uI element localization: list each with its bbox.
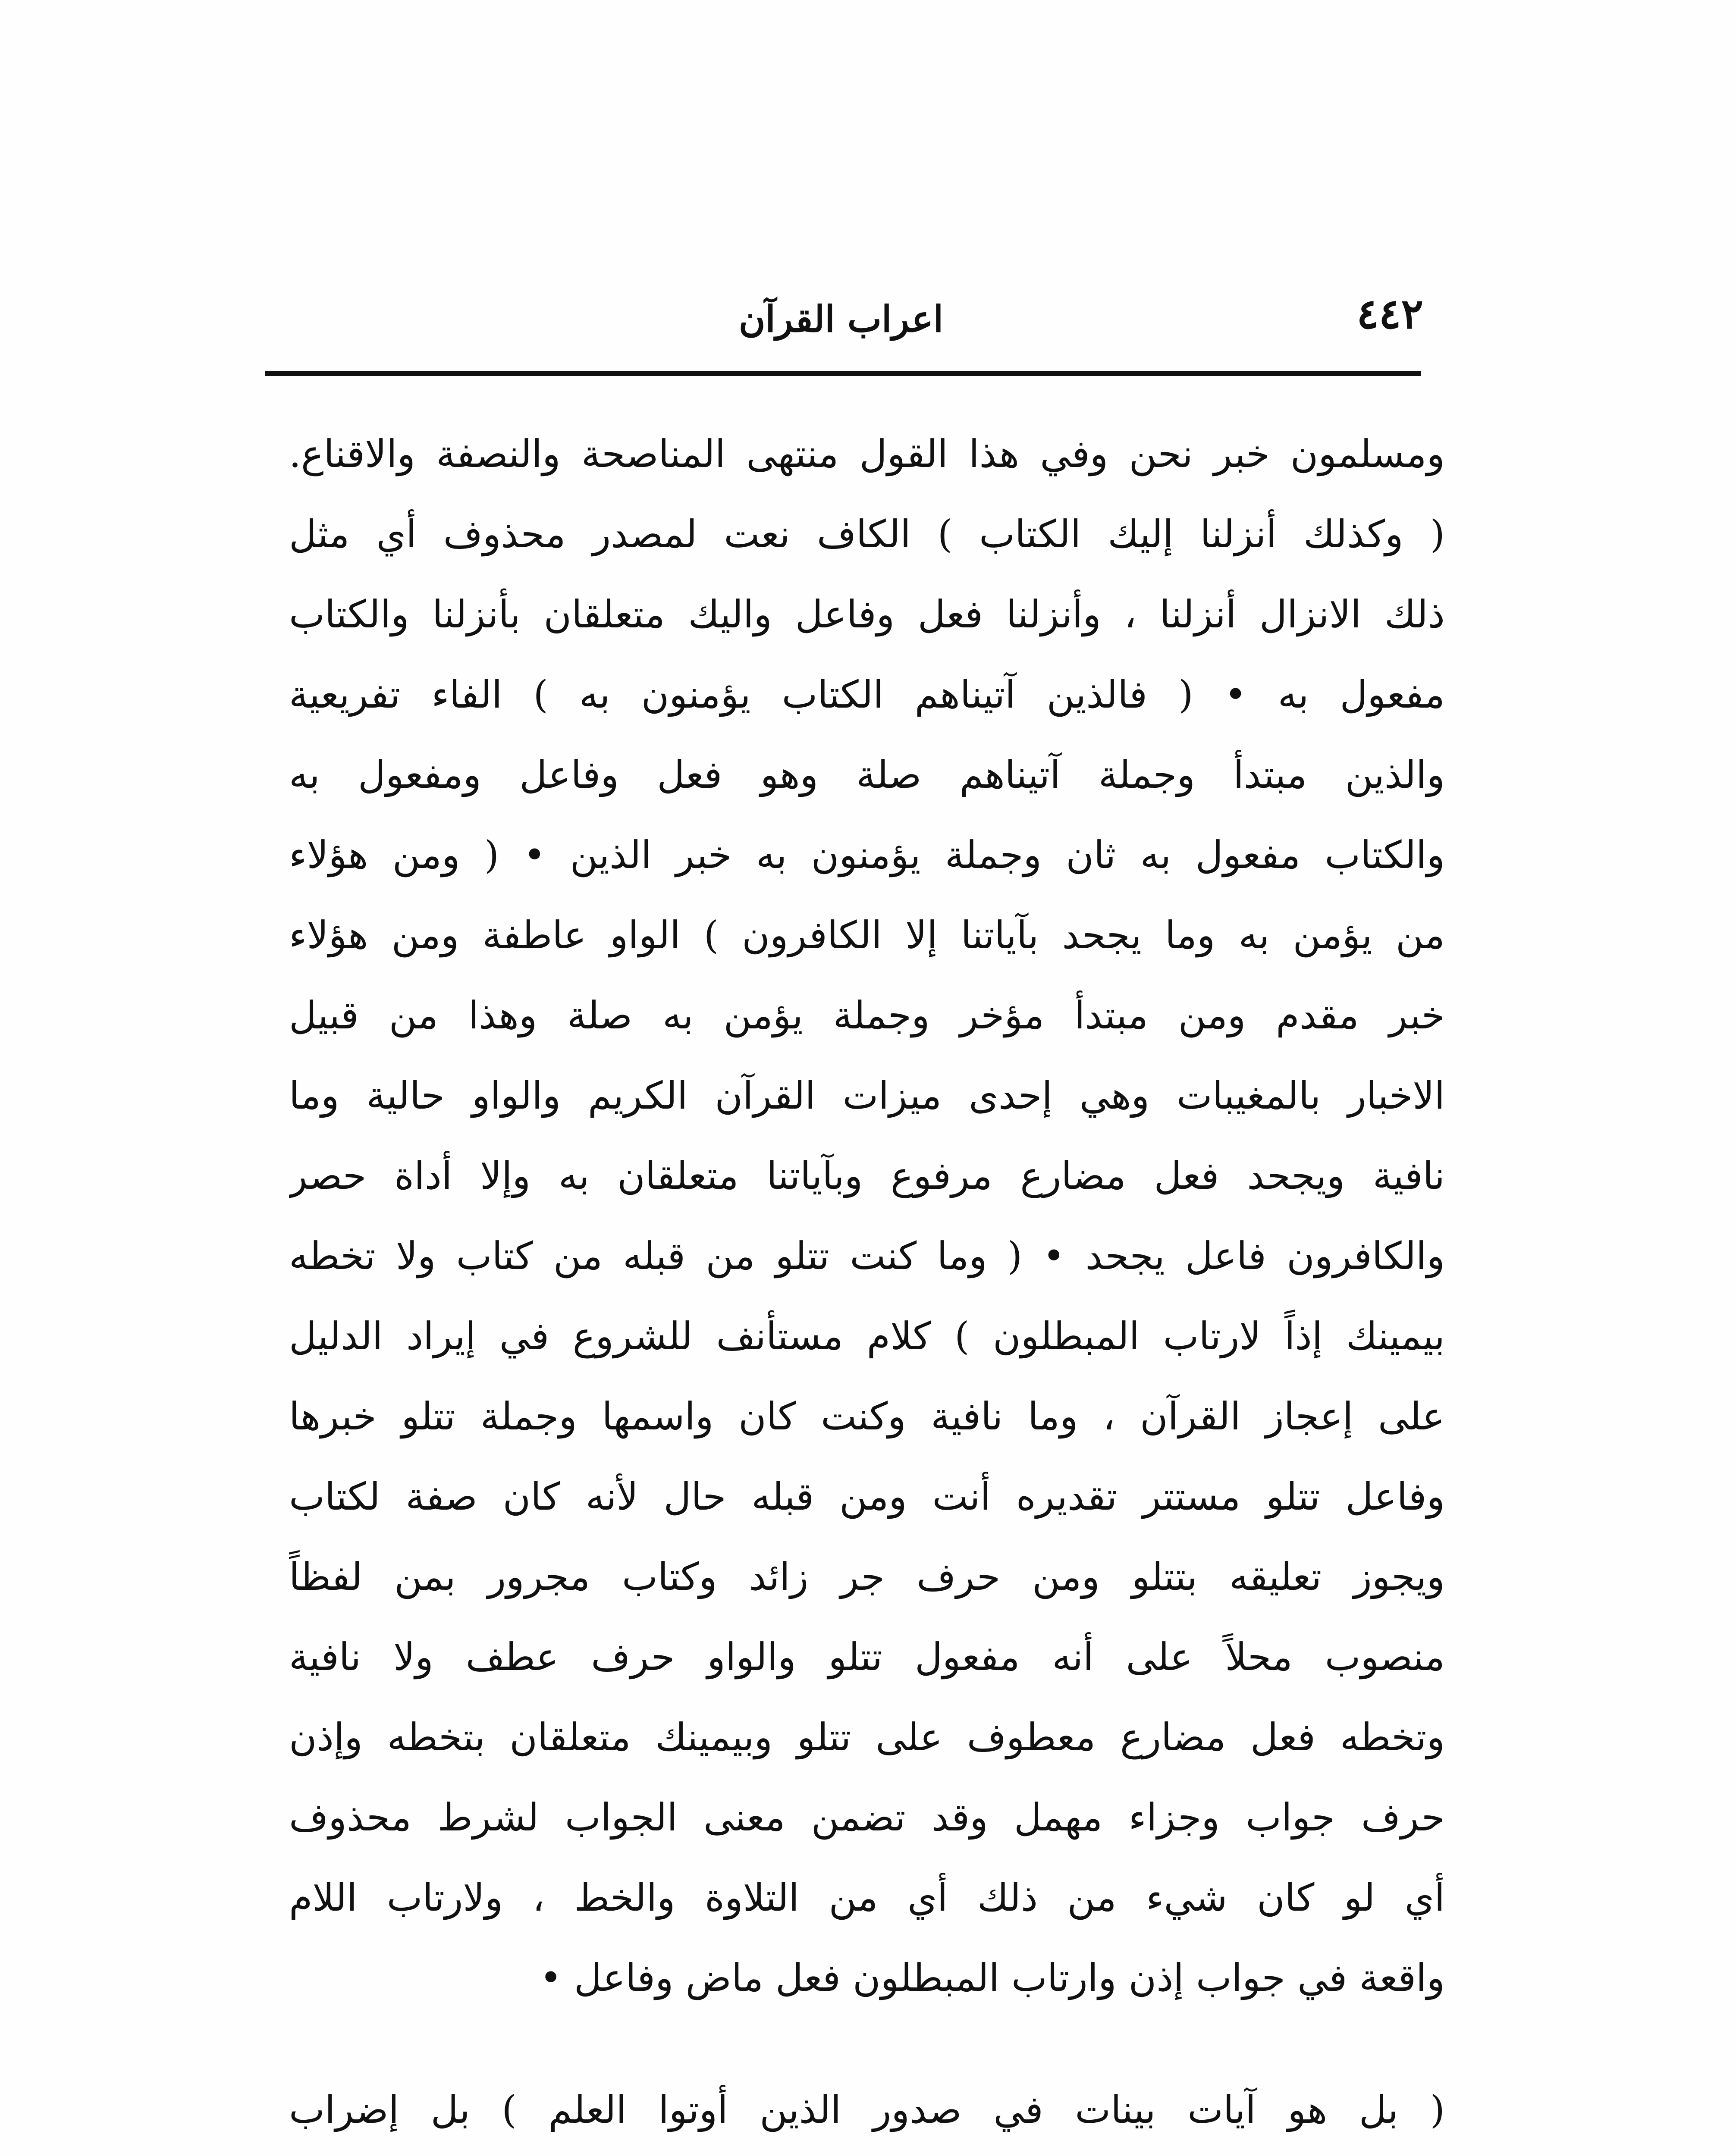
text-line: نافية ويجحد فعل مضارع مرفوع وبآياتنا متعلقان به وإلا أداة حصر — [289, 1153, 1445, 1198]
text-line: وفاعل تتلو مستتر تقديره أنت ومن قبله حال لأنه كان صفة لكتاب — [289, 1474, 1445, 1519]
text-line: والذين مبتدأ وجملة آتيناهم صلة وهو فعل وفاعل ومفعول به — [289, 752, 1445, 797]
paragraph-1 — [289, 414, 1445, 2018]
text-line: أي لو كان شيء من ذلك أي من التلاوة والخط ، ولارتاب اللام — [289, 1875, 1445, 1920]
text-line: ومسلمون خبر نحن وفي هذا القول منتهى المناصحة والنصفة والاقناع. — [289, 432, 1445, 476]
running-title: اعراب القرآن — [738, 298, 944, 340]
paragraph-2 — [289, 2070, 1445, 2156]
page-header — [259, 276, 1423, 354]
text-line: الاخبار بالمغيبات وهي إحدى ميزات القرآن الكريم والواو حالية وما — [289, 1073, 1445, 1118]
header-divider — [265, 371, 1421, 376]
body-text — [289, 414, 1445, 2156]
text-line — [289, 2150, 1445, 2156]
text-line: بيمينك إذاً لارتاب المبطلون ) كلام مستأنف للشروع في إيراد الدليل — [289, 1314, 1445, 1358]
text-line: ذلك الانزال أنزلنا ، وأنزلنا فعل وفاعل واليك متعلقان بأنزلنا والكتاب — [289, 592, 1445, 636]
text-line: على إعجاز القرآن ، وما نافية وكنت كان واسمها وجملة تتلو خبرها — [289, 1394, 1445, 1438]
text-line: منصوب محلاً على أنه مفعول تتلو والواو حرف عطف ولا نافية — [289, 1635, 1445, 1679]
text-line: والكافرون فاعل يجحد • ( وما كنت تتلو من قبله من كتاب ولا تخطه — [289, 1234, 1445, 1278]
text-line: خبر مقدم ومن مبتدأ مؤخر وجملة يؤمن به صلة وهذا من قبيل — [289, 993, 1445, 1037]
page-number: ٤٤٢ — [1356, 289, 1423, 338]
text-line: مفعول به • ( فالذين آتيناهم الكتاب يؤمنون به ) الفاء تفريعية — [289, 672, 1445, 717]
text-line: والكتاب مفعول به ثان وجملة يؤمنون به خبر الذين • ( ومن هؤلاء — [289, 833, 1445, 877]
text-line: واقعة في جواب إذن وارتاب المبطلون فعل ماض وفاعل • — [540, 1955, 1445, 2000]
text-line: حرف جواب وجزاء مهمل وقد تضمن معنى الجواب لشرط محذوف — [289, 1795, 1445, 1839]
text-line: ( وكذلك أنزلنا إليك الكتاب ) الكاف نعت لمصدر محذوف أي مثل — [289, 512, 1445, 556]
text-line: ويجوز تعليقه بتتلو ومن حرف جر زائد وكتاب مجرور بمن لفظاً — [289, 1554, 1445, 1599]
text-line: وتخطه فعل مضارع معطوف على تتلو وبيمينك متعلقان بتخطه وإذن — [289, 1715, 1445, 1759]
text-line: من يؤمن به وما يجحد بآياتنا إلا الكافرون ) الواو عاطفة ومن هؤلاء — [289, 913, 1445, 957]
text-line: ( بل هو آيات بينات في صدور الذين أوتوا العلم ) بل إضراب — [289, 2087, 1445, 2132]
paragraph-gap — [289, 2018, 1445, 2070]
